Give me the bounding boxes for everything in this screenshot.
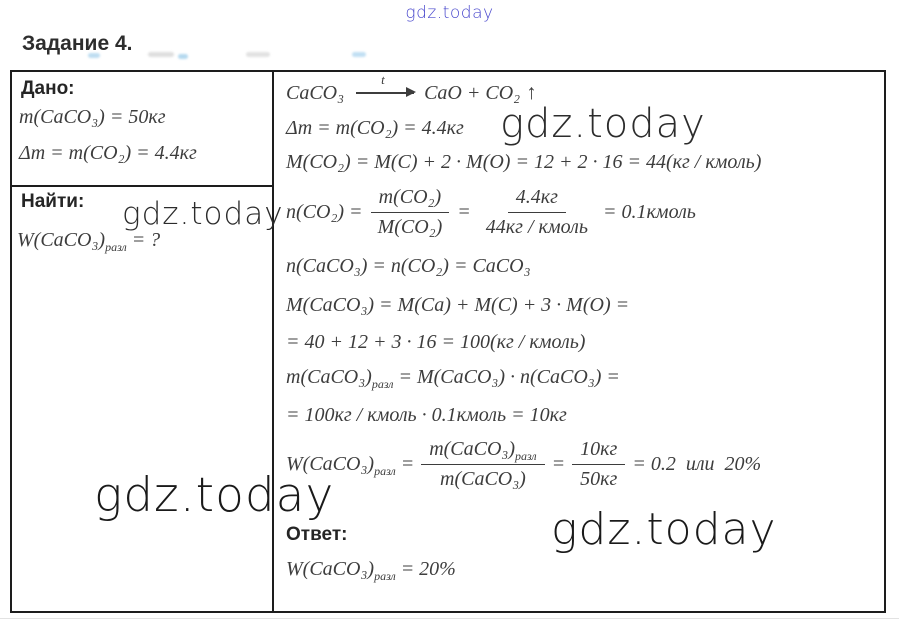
mass-fraction-result: = 0.2 или 20%: [632, 453, 762, 475]
numerator-base: m(CaCO₃): [429, 438, 516, 460]
watermark-top: gdz.today: [405, 3, 494, 23]
moles-lhs: n(CO₂) =: [286, 201, 363, 223]
scan-artifact-line: [0, 618, 899, 619]
fraction-numerator: 4.4кг: [508, 186, 566, 213]
gas-up-arrow-icon: ↑: [526, 80, 537, 104]
given-line-mass: m(CaCO₃) = 50кг: [19, 106, 166, 128]
solution-line-mass-value: = 100кг / кмоль · 0.1кмоль = 10кг: [286, 404, 567, 426]
answer-label: Ответ:: [286, 524, 348, 545]
answer-rest: = 20%: [395, 558, 456, 580]
find-expr-base: W(CaCO₃): [17, 229, 106, 251]
fraction-lhs-equals: =: [395, 453, 415, 475]
answer-expression: [286, 558, 456, 581]
answer-base: W(CaCO₃): [286, 558, 375, 580]
fraction-lhs-base: W(CaCO₃): [286, 453, 375, 475]
fraction-numerator: m(CO₂): [371, 186, 450, 213]
solution-line-molar-mass-co2: M(CO₂) = M(C) + 2 · M(O) = 12 + 2 · 16 = 44(кг / кмоль): [286, 151, 762, 173]
solution-line-delta-mass: Δm = m(CO₂) = 4.4кг: [286, 117, 464, 139]
watermark-left-mid: gdz.today: [122, 196, 284, 232]
ink-smudge: [178, 54, 188, 59]
solution-line-moles-equality: n(CaCO₃) = n(CO₂) = CaCO₃: [286, 255, 531, 277]
given-line-delta-mass: Δm = m(CO₂) = 4.4кг: [19, 142, 197, 164]
reaction-arrow-icon: [356, 72, 414, 94]
page-title: Задание 4.: [22, 32, 133, 55]
find-label: Найти:: [21, 191, 85, 212]
reaction-equation: [286, 72, 537, 105]
reaction-products: CaO + CO₂: [424, 82, 521, 104]
fraction: [572, 438, 625, 491]
solution-line-mass-fraction: [286, 438, 761, 491]
fraction-denominator: M(CO₂): [377, 216, 443, 238]
fraction-numerator: 10кг: [572, 438, 625, 465]
given-label: Дано:: [21, 78, 75, 99]
find-expr-subscript: разл: [105, 240, 127, 254]
fraction-lhs-subscript: разл: [374, 464, 396, 478]
answer-subscript: разл: [374, 569, 396, 583]
fraction-denominator: 50кг: [580, 468, 618, 490]
numerator-subscript: разл: [515, 449, 537, 463]
equals-sign: =: [551, 453, 566, 475]
ink-smudge: [352, 52, 366, 57]
fraction: [370, 186, 451, 239]
solution-line-molar-mass-caco3: M(CaCO₃) = M(Ca) + M(C) + 3 · M(O) =: [286, 294, 630, 316]
fraction-lhs: [286, 453, 414, 476]
ink-smudge: [148, 52, 174, 57]
ink-smudge: [246, 52, 270, 57]
solution-line-mass-decomposed: [286, 366, 620, 389]
mass-expr-rest: = M(CaCO₃) · n(CaCO₃) =: [393, 366, 620, 388]
find-expression: [17, 229, 160, 252]
watermark-bottom-right: gdz.today: [551, 504, 777, 555]
solution-line-moles-co2: [286, 186, 696, 239]
fraction-numerator: [421, 438, 544, 465]
mass-expr-subscript: разл: [371, 377, 394, 391]
mass-expr-base: m(CaCO₃): [286, 366, 372, 388]
reaction-reactant: CaCO₃: [286, 82, 345, 104]
fraction-denominator: 44кг / кмоль: [485, 216, 588, 238]
moles-result: = 0.1кмоль: [602, 201, 696, 223]
watermark-bottom-left: gdz.today: [94, 468, 335, 523]
fraction-denominator: m(CaCO₃): [440, 468, 526, 490]
fraction: [421, 438, 544, 491]
table-vertical-divider: [272, 70, 274, 613]
watermark-right-top: gdz.today: [500, 101, 706, 147]
table-horizontal-divider: [10, 185, 274, 187]
solution-line-molar-mass-value: = 40 + 12 + 3 · 16 = 100(кг / кмоль): [286, 331, 586, 353]
find-expr-rest: = ?: [126, 229, 161, 251]
equals-sign: =: [457, 201, 471, 223]
reaction-condition-label: t: [381, 72, 385, 87]
fraction: [478, 186, 596, 239]
ink-smudge: [88, 53, 100, 58]
